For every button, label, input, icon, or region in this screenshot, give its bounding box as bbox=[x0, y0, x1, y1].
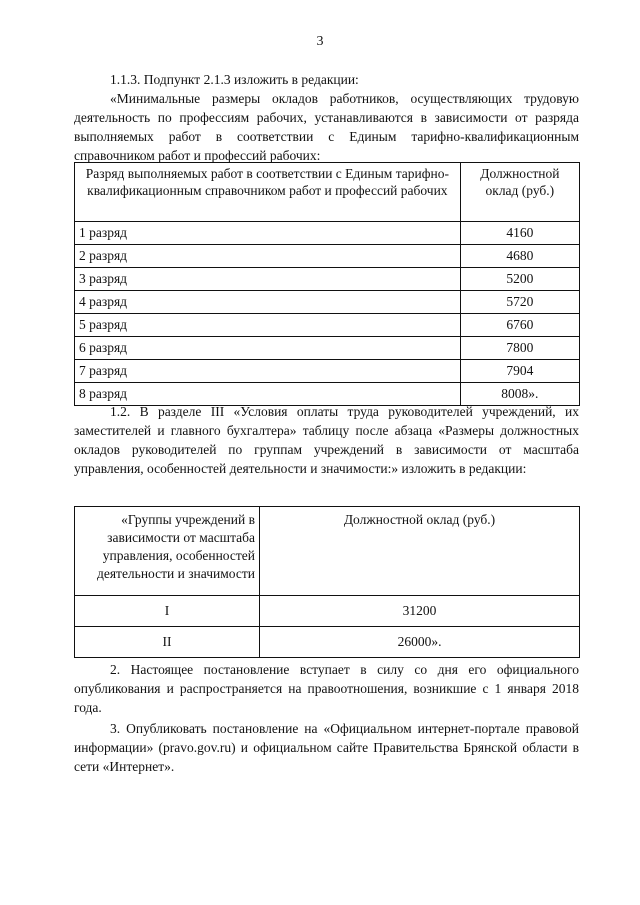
grade-cell: 5 разряд bbox=[75, 314, 461, 337]
paragraph-2: 2. Настоящее постановление вступает в силу со дня его официального опубликования и распространяется на правоотношения, возникшие с 1 января 2018 года. bbox=[74, 662, 579, 715]
salary-cell: 5200 bbox=[460, 268, 579, 291]
group-salary-table bbox=[74, 506, 580, 658]
grade-cell: 4 разряд bbox=[75, 291, 461, 314]
grade-cell: 7 разряд bbox=[75, 360, 461, 383]
grade-cell: 2 разряд bbox=[75, 245, 461, 268]
paragraph-1-1-3: 1.1.3. Подпункт 2.1.3 изложить в редакции: bbox=[110, 72, 359, 87]
page-number: 3 bbox=[316, 34, 324, 49]
salary-cell: 7800 bbox=[460, 337, 579, 360]
salary-cell: 31200 bbox=[260, 596, 580, 627]
header-salary: Должностной оклад (руб.) bbox=[460, 163, 579, 222]
table-header-row bbox=[75, 507, 580, 596]
grade-cell: 8 разряд bbox=[75, 383, 461, 406]
table-row bbox=[75, 268, 580, 291]
header-group: «Группы учреждений в зависимости от масштаба управления, особенностей деятельности и значимости bbox=[75, 507, 260, 596]
table-header-row bbox=[75, 163, 580, 222]
header-salary: Должностной оклад (руб.) bbox=[260, 507, 580, 596]
salary-cell: 26000». bbox=[260, 627, 580, 658]
group-cell: I bbox=[75, 596, 260, 627]
table-row bbox=[75, 291, 580, 314]
salary-cell: 7904 bbox=[460, 360, 579, 383]
paragraph-quote-intro: «Минимальные размеры окладов работников, осуществляющих трудовую деятельность по профессиям рабочих, устанавливаются в зависимости от разряда выполняемых работ в соответствии с Единым тарифно-квалификационным справочником работ и профессий рабочих: bbox=[74, 91, 579, 163]
grade-cell: 6 разряд bbox=[75, 337, 461, 360]
salary-cell: 4160 bbox=[460, 222, 579, 245]
grade-cell: 3 разряд bbox=[75, 268, 461, 291]
table-row bbox=[75, 360, 580, 383]
header-grade: Разряд выполняемых работ в соответствии с Единым тарифно-квалификационным справочником работ и профессий рабочих bbox=[75, 163, 461, 222]
paragraph-3: 3. Опубликовать постановление на «Официальном интернет-портале правовой информации» (pravo.gov.ru) и официальном сайте Правительства Брянской области в сети «Интернет». bbox=[74, 721, 579, 774]
table-row bbox=[75, 337, 580, 360]
salary-cell: 8008». bbox=[460, 383, 579, 406]
salary-cell: 5720 bbox=[460, 291, 579, 314]
grade-cell: 1 разряд bbox=[75, 222, 461, 245]
group-cell: II bbox=[75, 627, 260, 658]
salary-cell: 6760 bbox=[460, 314, 579, 337]
table-row bbox=[75, 627, 580, 658]
table-row bbox=[75, 596, 580, 627]
paragraph-1-2: 1.2. В разделе III «Условия оплаты труда руководителей учреждений, их заместителей и главного бухгалтера» таблицу после абзаца «Размеры должностных окладов руководителей по группам учреждений в зависимости от масштаба управления, особенностей деятельности и значимости:» изложить в редакции: bbox=[74, 404, 579, 476]
table-row bbox=[75, 222, 580, 245]
table-row bbox=[75, 314, 580, 337]
grade-salary-table bbox=[74, 162, 580, 406]
salary-cell: 4680 bbox=[460, 245, 579, 268]
table-row bbox=[75, 245, 580, 268]
